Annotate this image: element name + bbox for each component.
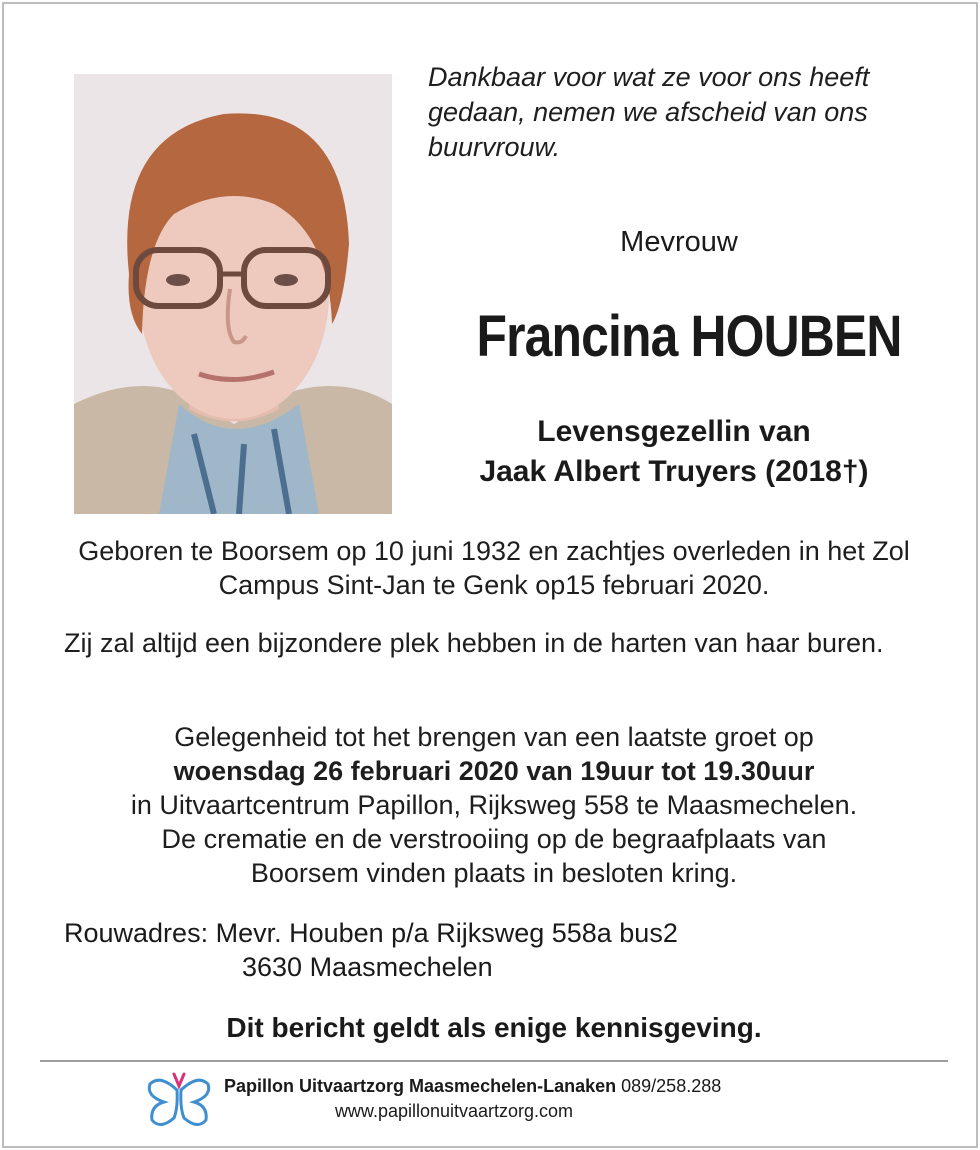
partner-label: Levensgezellin van <box>537 415 811 448</box>
cremation-text: De crematie en de verstrooiing op de begraafplaats van <box>161 824 827 854</box>
company-name: Papillon Uitvaartzorg Maasmechelen-Lanaken <box>224 1076 617 1096</box>
cremation-text-2: Boorsem vinden plaats in besloten kring. <box>250 858 738 888</box>
address-line-2: 3630 Maasmechelen <box>242 952 493 982</box>
intro-quote: Dankbaar voor wat ze voor ons heeft gedaan, nemen we afscheid van ons buurvrouw. <box>428 62 870 162</box>
obituary-card <box>2 2 978 1148</box>
butterfly-logo-icon <box>144 1070 214 1132</box>
partner-name: Jaak Albert Truyers (2018†) <box>479 455 869 488</box>
mourning-address <box>64 916 944 984</box>
remembrance-text: Zij zal altijd een bijzondere plek hebben in de harten van haar buren. <box>64 628 884 658</box>
partner-block <box>424 412 924 492</box>
deceased-name: Francina HOUBEN <box>476 304 902 369</box>
footer-divider <box>40 1060 948 1062</box>
visitation-block <box>44 720 944 890</box>
company-phone: 089/258.288 <box>621 1076 722 1096</box>
honorific-title: Mevrouw <box>620 226 738 258</box>
visitation-location: in Uitvaartcentrum Papillon, Rijksweg 558 te Maasmechelen. <box>130 790 858 820</box>
address-line-1: Rouwadres: Mevr. Houben p/a Rijksweg 558a bus2 <box>64 918 678 948</box>
footer-company-line <box>224 1074 884 1098</box>
birth-death-text: Geboren te Boorsem op 10 juni 1932 en zachtjes overleden in het Zol Campus Sint-Jan te Genk op15 februari 2020. <box>78 536 910 600</box>
company-website[interactable]: www.papillonuitvaartzorg.com <box>334 1101 574 1121</box>
visitation-date: woensdag 26 februari 2020 van 19uur tot 19.30uur <box>173 756 815 786</box>
notice-text: Dit bericht geldt als enige kennisgeving. <box>226 1012 762 1043</box>
portrait-photo <box>74 74 392 514</box>
visitation-intro: Gelegenheid tot het brengen van een laatste groet op <box>174 722 814 752</box>
